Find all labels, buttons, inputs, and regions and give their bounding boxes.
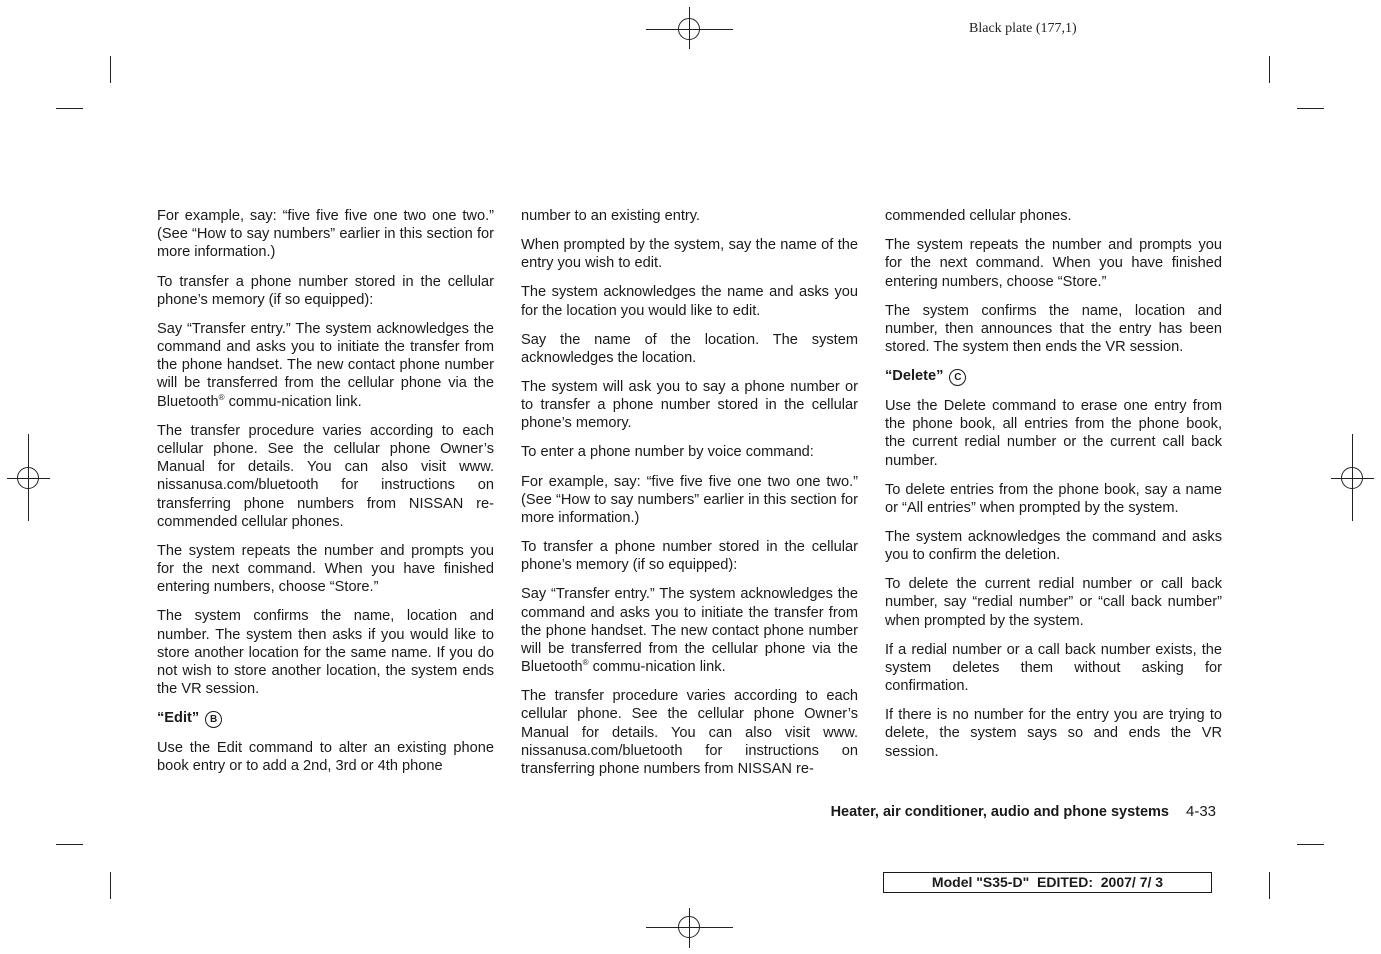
registered-mark: ® — [218, 392, 225, 402]
paragraph-text: When prompted by the system, say the name of the entry you wish to edit. — [521, 237, 858, 272]
crop-mark — [1297, 844, 1324, 845]
plate-label: Black plate (177,1) — [969, 21, 1077, 36]
paragraph — [157, 739, 494, 775]
paragraph-text: To transfer a phone number stored in the cellular phone’s memory (if so equipped): — [521, 539, 858, 574]
paragraph-text: Use the Delete command to erase one entry from the phone book, all entries from the phone book, the current redial number or the current call back number. — [885, 397, 1222, 469]
model-edit-info: " EDITED: 2007/ 7/ 3 — [1022, 874, 1164, 890]
crop-mark — [1269, 56, 1270, 83]
paragraph — [885, 481, 1222, 517]
paragraph-text: For example, say: “five five five one two one two.” (See “How to say numbers” earlier in this section for more information.) — [521, 473, 858, 526]
crop-mark — [110, 872, 111, 899]
paragraph — [521, 283, 858, 319]
paragraph — [157, 207, 494, 262]
paragraph — [885, 207, 1222, 225]
paragraph — [157, 542, 494, 597]
paragraph-text: The transfer procedure varies according to each cellular phone. See the cellular phone Owner’s Manual for details. You can also visit www. nissanusa.com/bluetooth for instructions on transferring phone numbers from NISSAN re-commended cellular phones. — [157, 422, 494, 530]
paragraph — [521, 538, 858, 574]
crop-mark — [110, 56, 111, 83]
paragraph-text: number to an existing entry. — [521, 208, 701, 224]
paragraph-text: The system repeats the number and prompts you for the next command. When you have finished entering numbers, choose “Store.” — [885, 237, 1222, 290]
paragraph-text: Say the name of the location. The system acknowledges the location. — [521, 331, 858, 366]
paragraph-text: If a redial number or a call back number exists, the system deletes them without asking for confirmation. — [885, 641, 1222, 695]
paragraph — [521, 207, 858, 225]
paragraph — [521, 236, 858, 272]
paragraph-text: Use the Edit command to alter an existing phone book entry or to add a 2nd, 3rd or 4th phone — [157, 740, 494, 775]
paragraph-text: The transfer procedure varies according to each cellular phone. See the cellular phone Owner’s Manual for details. You can also visit www. nissanusa.com/bluetooth for instructions on transferring phone numbers from NISSAN re- — [521, 688, 858, 778]
paragraph — [521, 378, 858, 433]
model-code: S35-D — [982, 874, 1023, 890]
paragraph-text: The system will ask you to say a phone number or to transfer a phone number stored in the cellular phone’s memory. — [521, 378, 858, 432]
paragraph-text: To transfer a phone number stored in the cellular phone’s memory (if so equipped): — [157, 273, 494, 308]
paragraph-text-continued: commu-nication link. — [588, 659, 726, 676]
paragraph-text: The system confirms the name, location and number. The system then asks if you would like to store another location for the same name. If you do not wish to store another location, the system ends the VR session. — [157, 608, 494, 698]
paragraph-text: The system confirms the name, location and number, then announces that the entry has been stored. The system then ends the VR session. — [885, 302, 1222, 355]
paragraph — [157, 607, 494, 698]
paragraph-text: Say “Transfer entry.” The system acknowledges the command and asks you to initiate the transfer from the phone handset. The new contact phone number will be transferred from the cellular phone via the Bluetooth — [521, 586, 858, 676]
paragraph-text: For example, say: “five five five one two one two.” (See “How to say numbers” earlier in this section for more information.) — [157, 208, 494, 261]
text-column-1 — [157, 207, 494, 786]
paragraph-text: Say “Transfer entry.” The system acknowledges the command and asks you to initiate the transfer from the phone handset. The new contact phone number will be transferred from the cellular phone via the Bluetooth — [157, 320, 494, 410]
paragraph-text: The system repeats the number and prompts you for the next command. When you have finished entering numbers, choose “Store.” — [157, 542, 494, 596]
paragraph — [885, 397, 1222, 470]
page-number: 4-33 — [1186, 803, 1217, 820]
section-title: Heater, air conditioner, audio and phone systems — [830, 804, 1169, 820]
paragraph — [885, 528, 1222, 564]
heading-text: “Edit” — [157, 710, 200, 727]
paragraph — [885, 236, 1222, 291]
paragraph-text: To enter a phone number by voice command: — [521, 444, 814, 461]
paragraph — [521, 585, 858, 676]
paragraph — [521, 687, 858, 778]
paragraph-text-continued: commu-nication link. — [224, 393, 362, 410]
paragraph — [521, 473, 858, 528]
paragraph — [885, 706, 1222, 761]
paragraph — [885, 575, 1222, 630]
paragraph-text: To delete entries from the phone book, say a name or “All entries” when prompted by the system. — [885, 481, 1222, 516]
crop-mark — [56, 108, 83, 109]
text-column-3 — [885, 207, 1222, 772]
paragraph — [885, 641, 1222, 696]
paragraph — [157, 422, 494, 531]
crop-mark — [1297, 108, 1324, 109]
paragraph — [157, 273, 494, 309]
callout-letter-icon: B — [205, 711, 222, 728]
text-column-2 — [521, 207, 858, 789]
subsection-heading — [885, 367, 1222, 386]
paragraph — [157, 320, 494, 411]
model-edit-box — [883, 872, 1212, 893]
crop-mark — [56, 844, 83, 845]
heading-text: “Delete” — [885, 368, 944, 385]
paragraph-text: To delete the current redial number or call back number, say “redial number” or “call back number” when prompted by the system. — [885, 576, 1222, 629]
paragraph — [885, 302, 1222, 357]
paragraph — [521, 443, 858, 461]
model-prefix: Model " — [931, 874, 983, 890]
paragraph-text: The system acknowledges the name and asks you for the location you would like to edit. — [521, 284, 858, 319]
paragraph — [521, 331, 858, 367]
paragraph-text: The system acknowledges the command and asks you to confirm the deletion. — [885, 528, 1222, 564]
callout-letter-icon: C — [949, 369, 966, 386]
paragraph-text: commended cellular phones. — [885, 208, 1072, 224]
subsection-heading — [157, 709, 494, 728]
paragraph-text: If there is no number for the entry you are trying to delete, the system says so and ends the VR session. — [885, 707, 1222, 760]
crop-mark — [1269, 872, 1270, 899]
registered-mark: ® — [582, 658, 589, 668]
